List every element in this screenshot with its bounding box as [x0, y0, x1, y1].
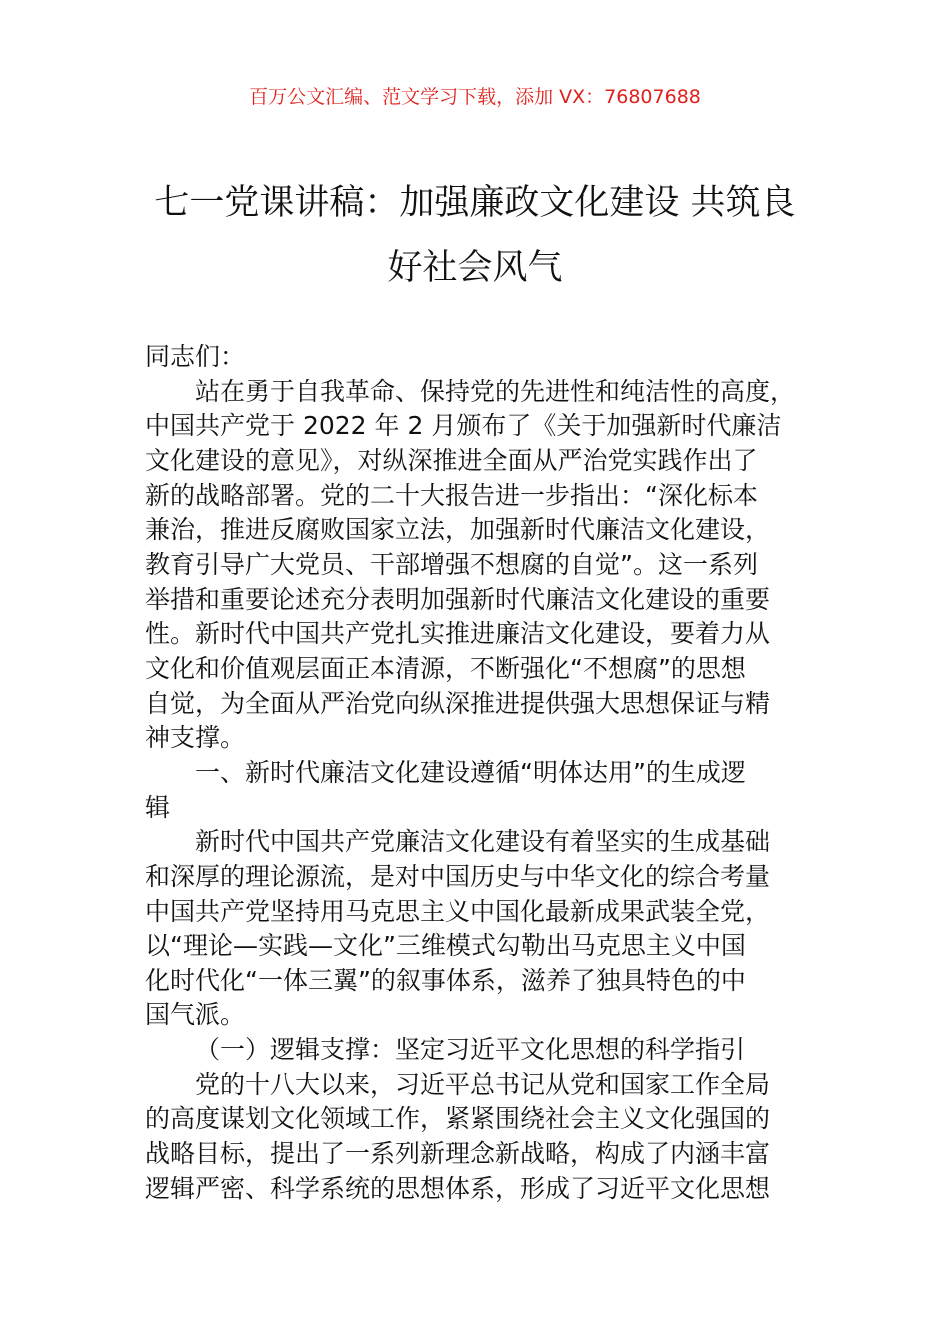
- document-body: [145, 340, 825, 1206]
- text-line: 神支撑。: [145, 723, 246, 753]
- text-line: 同志们：: [145, 342, 246, 371]
- text-line: 党的十八大以来，习近平总书记从党和国家工作全局: [195, 1069, 771, 1099]
- text-line: 战略目标，提出了一系列新理念新战略，构成了内涵丰富: [145, 1139, 771, 1169]
- text-line: （一）逻辑支撑：坚定习近平文化思想的科学指引: [195, 1035, 746, 1065]
- document-title-line-1: 七一党课讲稿：加强廉政文化建设 共筑良: [154, 183, 796, 223]
- text-line: 教育引导广大党员、干部增强不想腐的自觉”。这一系列: [145, 549, 758, 579]
- text-line: 文化和价值观层面正本清源，不断强化“不想腐”的思想: [145, 653, 746, 683]
- text-line: 逻辑严密、科学系统的思想体系，形成了习近平文化思想: [145, 1173, 771, 1203]
- text-line: 一、新时代廉洁文化建设遵循“明体达用”的生成逻: [195, 757, 746, 787]
- text-line: 国气派。: [145, 1000, 246, 1030]
- text-line: 举措和重要论述充分表明加强新时代廉洁文化建设的重要: [145, 584, 771, 614]
- text-line: 站在勇于自我革命、保持党的先进性和纯洁性的高度，: [195, 376, 796, 406]
- text-line: 中国共产党于 2022 年 2 月颁布了《关于加强新时代廉洁: [145, 411, 782, 441]
- watermark-header: 百万公文汇编、范文学习下载，添加 VX：76807688: [249, 86, 701, 108]
- text-line: 兼治，推进反腐败国家立法，加强新时代廉洁文化建设，: [145, 515, 771, 545]
- text-line: 辑: [145, 792, 171, 822]
- text-line: 和深厚的理论源流，是对中国历史与中华文化的综合考量: [145, 861, 771, 891]
- text-line: 化时代化“一体三翼”的叙事体系，滋养了独具特色的中: [145, 965, 746, 995]
- text-line: 以“理论—实践—文化”三维模式勾勒出马克思主义中国: [145, 931, 746, 961]
- text-line: 中国共产党坚持用马克思主义中国化最新成果武装全党，: [145, 896, 771, 926]
- text-line: 性。新时代中国共产党扎实推进廉洁文化建设，要着力从: [145, 619, 771, 649]
- text-line: 文化建设的意见》，对纵深推进全面从严治党实践作出了: [145, 445, 758, 475]
- text-line: 的高度谋划文化领域工作，紧紧围绕社会主义文化强国的: [145, 1104, 771, 1134]
- document-title-line-2: 好社会风气: [387, 248, 563, 288]
- text-line: 新的战略部署。党的二十大报告进一步指出：“深化标本: [145, 480, 758, 510]
- text-line: 新时代中国共产党廉洁文化建设有着坚实的生成基础: [195, 827, 771, 857]
- text-line: 自觉，为全面从严治党向纵深推进提供强大思想保证与精: [145, 688, 771, 718]
